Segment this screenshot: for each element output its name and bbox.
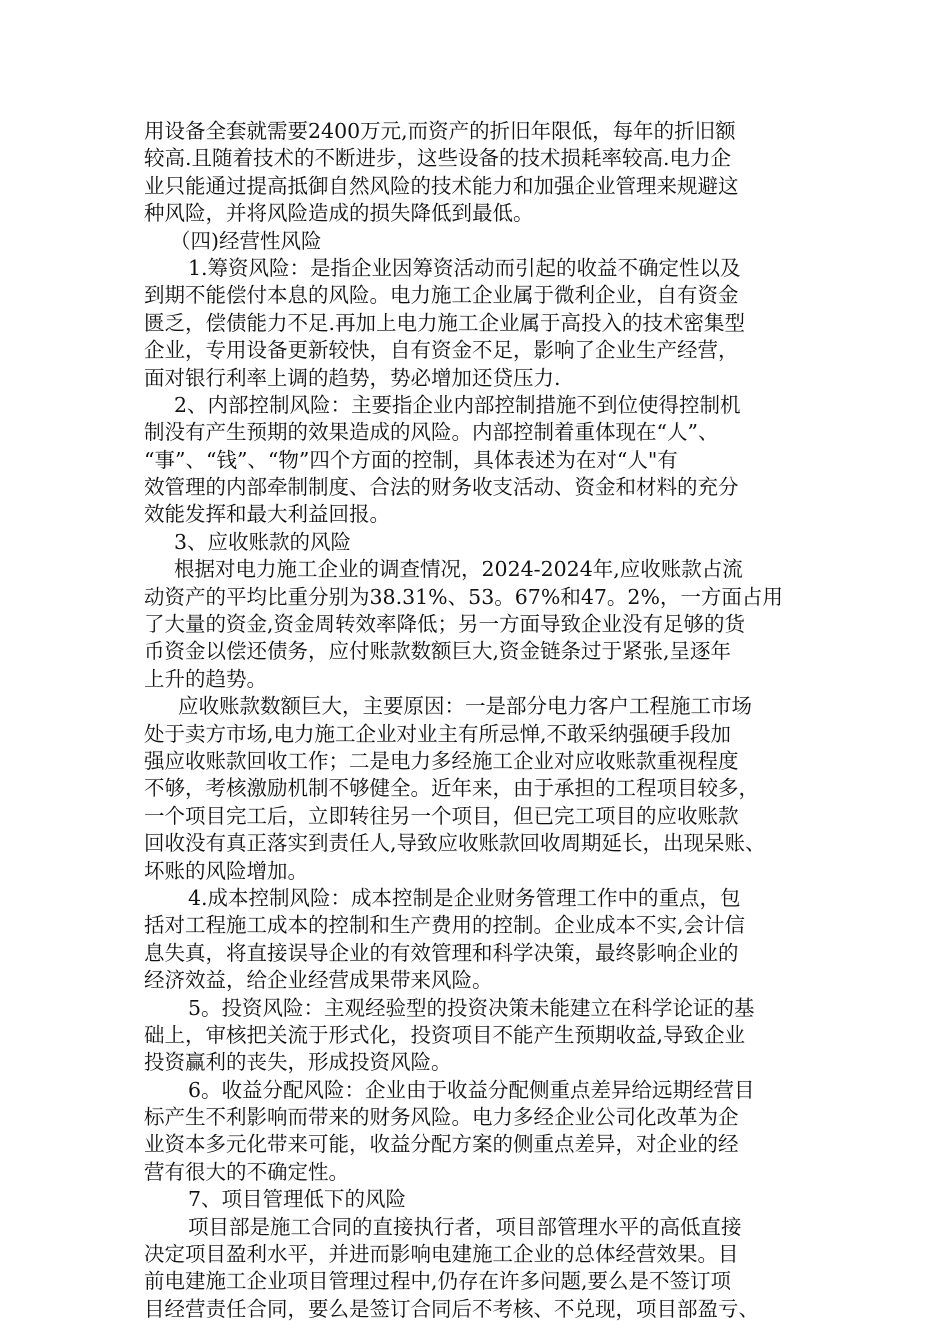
text-line: 目经营责任合同，要么是签订合同后不考核、不兑现，项目部盈亏、 [144,1296,759,1321]
text-line: 营有很大的不确定性。 [144,1159,349,1184]
text-line: 5。投资风险：主观经验型的投资决策未能建立在科学论证的基 [188,995,755,1020]
text-line: 效管理的内部牵制制度、合法的财务收支活动、资金和材料的充分 [144,475,739,500]
text-line: 4.成本控制风险：成本控制是企业财务管理工作中的重点，包 [188,885,741,910]
section-heading: （四)经营性风险 [170,228,322,253]
text-line: 企业，专用设备更新较快，自有资金不足，影响了企业生产经营， [144,338,739,363]
text-line: 2、内部控制风险：主要指企业内部控制措施不到位使得控制机 [174,392,741,417]
text-line: “事”、“钱”、“物”四个方面的控制，具体表述为在对“人"有 [144,447,678,472]
text-line: 面对银行利率上调的趋势，势必增加还贷压力. [144,365,561,390]
text-line: 币资金以偿还债务，应付账款数额巨大,资金链条过于紧张,呈逐年 [144,639,732,664]
text-line: 回收没有真正落实到责任人,导致应收账款回收周期延长，出现呆账、 [144,831,766,856]
text-line: 坏账的风险增加。 [144,858,308,883]
section-heading: 7、项目管理低下的风险 [188,1187,407,1212]
text-line: 经济效益，给企业经营成果带来风险。 [144,968,493,993]
document-body [144,118,824,1323]
text-line: 制没有产生预期的效果造成的风险。内部控制着重体现在“人”、 [144,420,719,445]
text-line: 一个项目完工后，立即转往另一个项目，但已完工项目的应收账款 [144,803,739,828]
text-line: 上升的趋势。 [144,666,267,691]
text-line: 了大量的资金,资金周转效率降低；另一方面导致企业没有足够的货 [144,612,746,637]
text-line: 用设备全套就需要2400万元,而资产的折旧年限低，每年的折旧额 [144,119,736,143]
text-line: 动资产的平均比重分别为38.31%、53。67%和47。2%，一方面占用 [144,584,783,609]
text-line: 标产生不利影响而带来的财务风险。电力多经企业公司化改革为企 [144,1105,739,1130]
text-line: 较高.且随着技术的不断进步，这些设备的技术损耗率较高.电力企 [144,146,732,171]
text-line: 1.筹资风险：是指企业因筹资活动而引起的收益不确定性以及 [188,255,741,280]
text-line: 括对工程施工成本的控制和生产费用的控制。企业成本不实,会计信 [144,913,746,938]
text-line: 效能发挥和最大利益回报。 [144,502,390,527]
text-line: 应收账款数额巨大，主要原因：一是部分电力客户工程施工市场 [178,694,752,719]
text-line: 到期不能偿付本息的风险。电力施工企业属于微利企业，自有资金 [144,283,739,308]
text-line: 强应收账款回收工作；二是电力多经施工企业对应收账款重视程度 [144,748,739,773]
text-line: 6。收益分配风险：企业由于收益分配侧重点差异给远期经营目 [188,1077,755,1102]
text-line: 种风险，并将风险造成的损失降低到最低。 [144,201,534,226]
text-line: 决定项目盈利水平，并进而影响电建施工企业的总体经营效果。目 [144,1242,739,1267]
text-line: 根据对电力施工企业的调查情况，2024-2024年,应收账款占流 [174,557,743,582]
text-line: 础上，审核把关流于形式化，投资项目不能产生预期收益,导致企业 [144,1022,746,1047]
section-heading: 3、应收账款的风险 [174,529,352,554]
text-line: 业资本多元化带来可能，收益分配方案的侧重点差异，对企业的经 [144,1132,739,1157]
text-line: 项目部是施工合同的直接执行者，项目部管理水平的高低直接 [188,1214,742,1239]
text-line: 前电建施工企业项目管理过程中,仍存在许多问题,要么是不签订项 [144,1269,732,1294]
text-line: 匮乏，偿债能力不足.再加上电力施工企业属于高投入的技术密集型 [144,310,746,335]
text-line: 不够，考核激励机制不够健全。近年来，由于承担的工程项目较多， [144,776,759,801]
text-line: 投资赢利的丧失，形成投资风险。 [144,1050,452,1075]
text-line: 处于卖方市场,电力施工企业对业主有所忌惮,不敢采纳强硬手段加 [144,721,732,746]
text-line: 息失真，将直接误导企业的有效管理和科学决策，最终影响企业的 [144,940,739,965]
text-line: 业只能通过提高抵御自然风险的技术能力和加强企业管理来规避这 [144,173,739,198]
